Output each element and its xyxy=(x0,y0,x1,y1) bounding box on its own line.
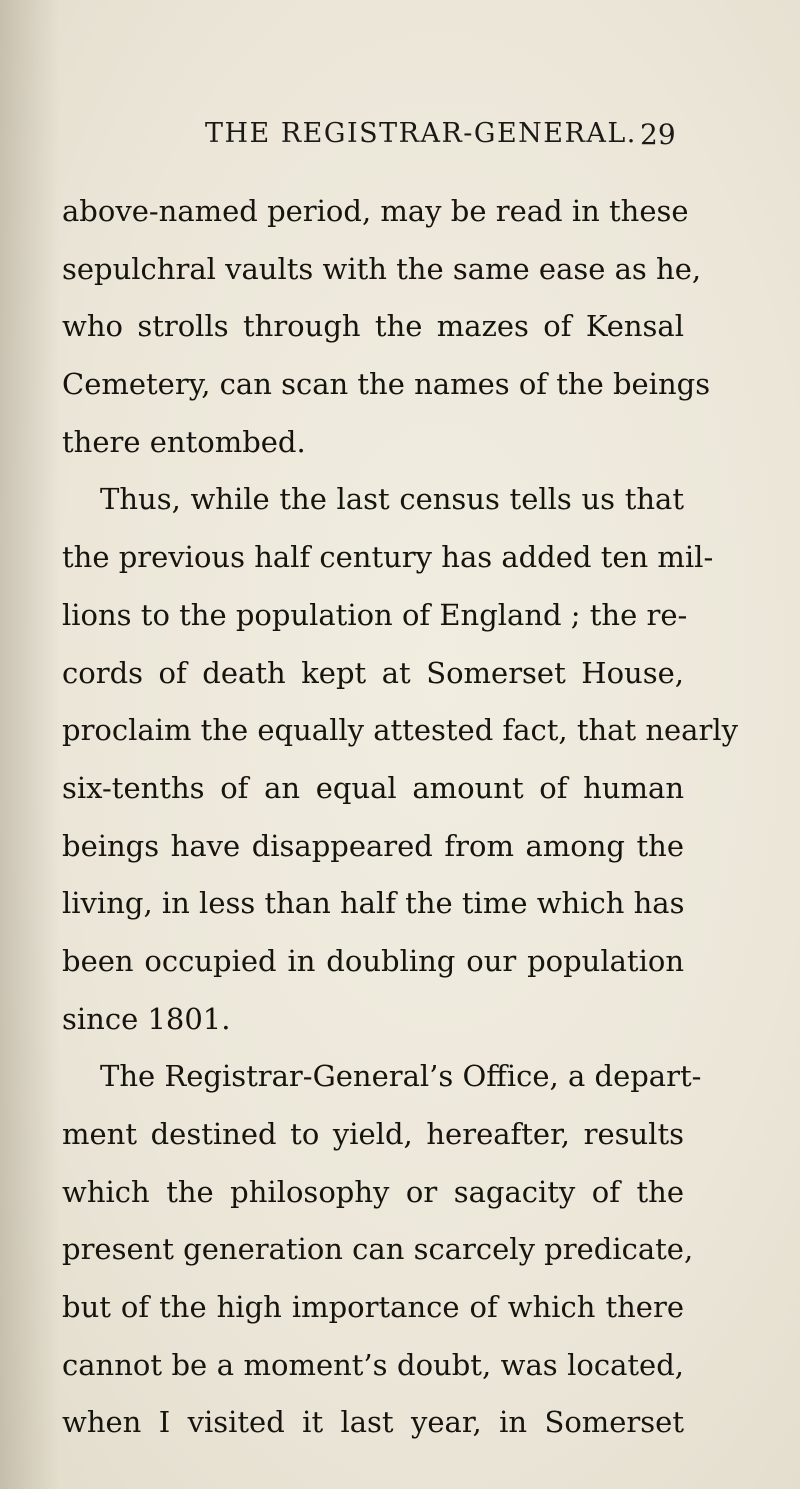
text-line: proclaim the equally attested fact, that nearly xyxy=(62,713,738,748)
text-line: beings have disappeared from among the xyxy=(62,828,684,863)
text-line: lions to the population of England ; the re- xyxy=(62,597,688,632)
text-line: above-named period, may be read in these xyxy=(62,194,689,228)
text-line: when I visited it last year, in Somerset xyxy=(62,1405,684,1440)
text-line: cords of death kept at Somerset House, xyxy=(62,655,684,690)
page-number: 29 xyxy=(640,118,676,151)
text-line: sepulchral vaults with the same ease as he, xyxy=(62,251,702,286)
text-line: present generation can scarcely predicate, xyxy=(62,1232,694,1267)
text-line: who strolls through the mazes of Kensal xyxy=(62,309,684,344)
body-text xyxy=(62,183,738,1452)
text-line: living, in less than half the time which has xyxy=(62,886,685,921)
text-line: there entombed. xyxy=(62,424,306,459)
text-line: ment destined to yield, hereafter, results xyxy=(62,1117,684,1151)
paragraph-start: The Registrar-General’s Office, a depart- xyxy=(100,1059,702,1094)
text-line: six-tenths of an equal amount of human xyxy=(62,770,684,805)
text-line: but of the high importance of which there xyxy=(62,1290,684,1325)
text-line: since 1801. xyxy=(62,1001,231,1036)
text-line: the previous half century has added ten mil- xyxy=(62,540,714,575)
spine-shadow xyxy=(0,0,60,1489)
page-header xyxy=(0,118,800,158)
text-line: which the philosophy or sagacity of the xyxy=(62,1174,684,1209)
text-line: Cemetery, can scan the names of the beings xyxy=(62,367,711,402)
text-line: cannot be a moment’s doubt, was located, xyxy=(62,1347,684,1382)
text-line: been occupied in doubling our population xyxy=(62,943,684,978)
paragraph-start: Thus, while the last census tells us that xyxy=(100,482,684,517)
running-head: THE REGISTRAR-GENERAL. xyxy=(205,118,637,149)
